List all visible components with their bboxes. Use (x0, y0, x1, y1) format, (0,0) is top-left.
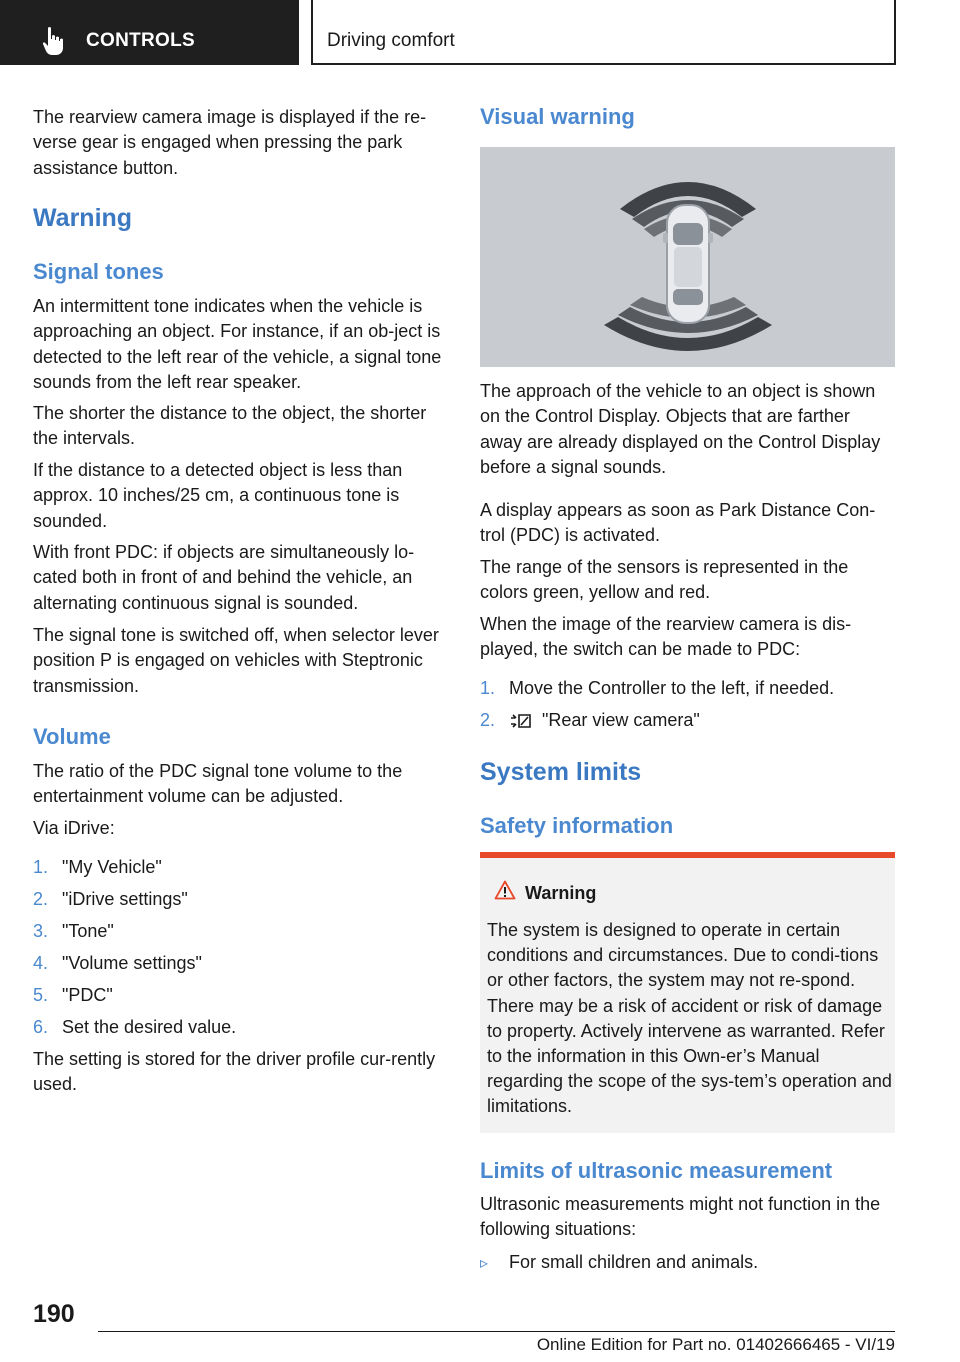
chapter-title: Driving comfort (327, 30, 455, 51)
system-limits-heading: System limits (480, 758, 642, 786)
pdc-display-image (480, 147, 895, 367)
warning-box-text: The system is designed to operate in certain conditions and circumstances. Due to condi-tions or other factors, the system may not re-spond. There may be a risk of accident or risk of damage to property. Actively intervene as warranted. Refer to the information in this Own-er’s Manual regarding the scope of the sys-tem’s operation and limitations. (487, 920, 892, 1117)
visual-paragraph-3: The range of the sensors is represented in the colors green, yellow and red. (480, 557, 849, 603)
list-item: 6. Set the desired value. (33, 1017, 237, 1037)
bullet-text: For small children and animals. (509, 1252, 759, 1272)
signal-tones-heading: Signal tones (33, 259, 164, 284)
signal-paragraph-1: An intermittent tone indicates when the vehicle is approaching an object. For instance, if an ob-ject is detected to the left rear of the vehicle, a signal tone sounds from the left rear speaker. (33, 296, 442, 392)
list-item: 1. Move the Controller to the left, if needed. (480, 678, 835, 698)
warning-heading: Warning (33, 204, 133, 232)
signal-paragraph-2: The shorter the distance to the object, the shorter the intervals. (33, 403, 427, 449)
volume-paragraph-3: The setting is stored for the driver profile cur-rently used. (33, 1049, 436, 1095)
bullet-marker: ▹ (480, 1253, 489, 1272)
section-title: CONTROLS (86, 30, 196, 51)
pdc-steps-list (480, 676, 895, 740)
volume-steps-list (33, 855, 443, 1047)
signal-paragraph-4: With front PDC: if objects are simultaneously lo-cated both in front of and behind the vehicle, an alternating continuous signal is sounded. (33, 542, 415, 613)
warning-triangle-icon (494, 880, 516, 900)
list-item: 3. "Tone" (33, 921, 114, 941)
volume-paragraph-2: Via iDrive: (33, 818, 115, 838)
list-item: 4. "Volume settings" (33, 953, 202, 973)
safety-information-heading: Safety information (480, 813, 674, 838)
warning-box-title: Warning (525, 883, 597, 903)
visual-warning-heading: Visual warning (480, 104, 635, 129)
hand-pointer-icon (42, 26, 64, 56)
footer-divider (98, 1331, 895, 1332)
signal-paragraph-3: If the distance to a detected object is less than approx. 10 inches/25 cm, a continuous tone is sounded. (33, 460, 403, 531)
volume-heading: Volume (33, 724, 111, 749)
signal-paragraph-5: The signal tone is switched off, when selector lever position P is engaged on vehicles with Steptronic transmission. (33, 625, 439, 696)
safety-warning-box (480, 852, 895, 1133)
list-item: 2. "iDrive settings" (33, 889, 188, 909)
list-item: 1. "My Vehicle" (33, 857, 162, 877)
ultrasonic-limits-heading: Limits of ultrasonic measurement (480, 1158, 833, 1183)
visual-paragraph-2: A display appears as soon as Park Distance Con-trol (PDC) is activated. (480, 500, 876, 546)
visual-paragraph-1: The approach of the vehicle to an object is shown on the Control Display. Objects that are farther away are already displayed on the Control Display before a signal sounds. (480, 381, 881, 477)
list-item: 5. "PDC" (33, 985, 113, 1005)
section-tab (0, 0, 299, 65)
visual-paragraph-4: When the image of the rearview camera is dis-played, the switch can be made to PDC: (480, 614, 852, 660)
edition-text: Online Edition for Part no. 01402666465 - VI/19 (536, 1335, 895, 1354)
camera-pdc-icon (509, 712, 533, 730)
pdc-car-graphic (480, 147, 895, 367)
list-item: 2. "Rear view camera" (480, 710, 700, 730)
intro-paragraph: The rearview camera image is displayed if the re-verse gear is engaged when pressing the park assistance button. (33, 107, 427, 178)
ultrasonic-paragraph-1: Ultrasonic measurements might not function in the following situations: (480, 1194, 881, 1240)
page-number: 190 (33, 1300, 75, 1328)
volume-paragraph-1: The ratio of the PDC signal tone volume to the entertainment volume can be adjusted. (33, 761, 403, 807)
chapter-tab (311, 0, 896, 65)
